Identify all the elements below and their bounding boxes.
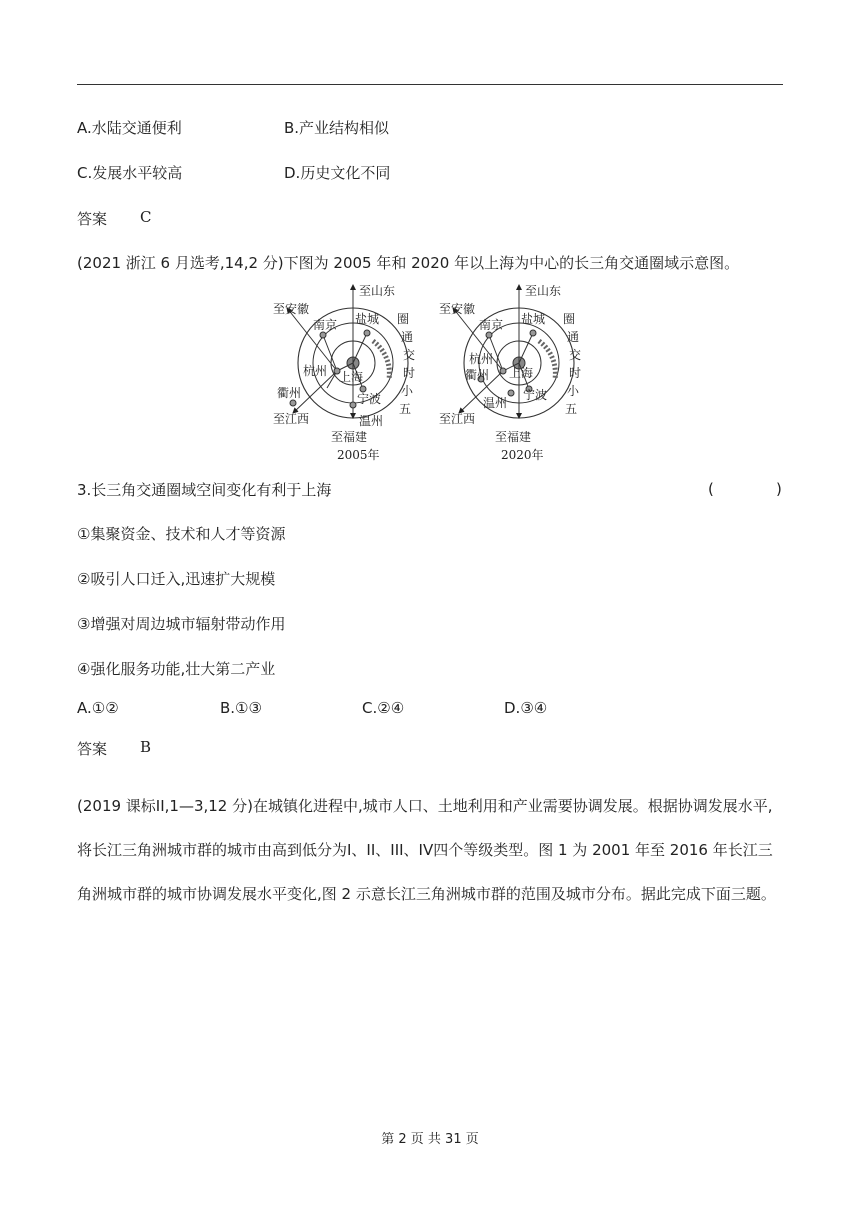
map-2005-legend-4: 时 — [403, 366, 416, 380]
map-2005-to-fujian: 至福建 — [331, 430, 368, 444]
q3-item-4: ④强化服务功能,壮大第二产业 — [77, 660, 276, 678]
map-2005-legend-6: 五 — [399, 402, 412, 416]
map-2005-yancheng: 盐城 — [355, 312, 380, 326]
option-a: A.水陆交通便利 — [77, 119, 182, 137]
option-d: D.历史文化不同 — [284, 164, 391, 182]
map-2005-wenzhou: 温州 — [359, 414, 384, 428]
map-2020-ningbo: 宁波 — [523, 388, 548, 402]
map-2020-legend-2: 通 — [567, 330, 580, 344]
map-2020-quzhou: 衢州 — [465, 368, 490, 382]
transport-circle-svg — [265, 283, 595, 465]
q3-item-2: ②吸引人口迁入,迅速扩大规模 — [77, 570, 276, 588]
map-2020-nanjing: 南京 — [479, 318, 504, 332]
map-2020-wenzhou: 温州 — [483, 396, 508, 410]
transport-circle-figure — [265, 283, 595, 465]
map-2005-hangzhou: 杭州 — [303, 364, 328, 378]
passage: (2019 课标II,1—3,12 分)在城镇化进程中,城市人口、土地利用和产业需要协调发展。根据协调发展水平,将长江三角洲城市群的城市由高到低分为I、II、III、IV四个等级类型。图 1 为 2001 年至 2016 年长江三角洲城市群的城市协调发展水平变化,图 2 示意长江三角洲城市群的范围及城市分布。据此完成下面三题。 — [77, 797, 776, 903]
map-2020-to-anhui: 至安徽 — [439, 302, 476, 316]
map-2020-to-jiangxi: 至江西 — [439, 412, 476, 426]
map-2005 — [273, 284, 415, 462]
map-2005-to-jiangxi: 至江西 — [273, 412, 310, 426]
map-2005-ningbo: 宁波 — [357, 392, 382, 406]
answer-label: 答案 — [77, 210, 108, 228]
map-2020-caption: 2020年 — [501, 448, 544, 462]
page-footer: 第 2 页 共 31 页 — [381, 1132, 479, 1147]
map-2005-legend-5: 小 — [401, 384, 414, 398]
map-2005-quzhou: 衢州 — [277, 386, 302, 400]
option-c: C.发展水平较高 — [77, 164, 183, 182]
map-2020-to-fujian: 至福建 — [495, 430, 532, 444]
q3-answer-label: 答案 — [77, 740, 108, 758]
answer-value: C — [140, 208, 152, 226]
map-2005-nanjing: 南京 — [313, 318, 338, 332]
map-2020-legend-4: 时 — [569, 366, 582, 380]
map-2005-shanghai: 上海 — [339, 370, 364, 384]
q3-option-a: A.①② — [77, 699, 119, 717]
q3-option-d: D.③④ — [504, 699, 548, 717]
map-2005-legend-3: 交 — [403, 348, 416, 362]
question-intro: (2021 浙江 6 月选考,14,2 分)下图为 2005 年和 2020 年以上海为中心的长三角交通圈域示意图。 — [77, 254, 740, 272]
map-2020-to-shandong: 至山东 — [525, 284, 562, 298]
map-2020-legend-3: 交 — [569, 348, 582, 362]
q3-stem: 3.长三角交通圈域空间变化有利于上海 — [77, 481, 332, 499]
map-2005-legend-1: 圈 — [397, 312, 410, 326]
map-2020 — [439, 284, 581, 462]
map-2020-shanghai: 上海 — [509, 366, 534, 380]
map-2005-to-anhui: 至安徽 — [273, 302, 310, 316]
map-2020-yancheng: 盐城 — [521, 312, 546, 326]
q3-answer-value: B — [140, 738, 152, 756]
map-2005-to-shandong: 至山东 — [359, 284, 396, 298]
answer-paren-close: ) — [776, 480, 782, 498]
q3-option-b: B.①③ — [220, 699, 262, 717]
map-2005-caption: 2005年 — [337, 448, 380, 462]
map-2005-legend-2: 通 — [401, 330, 414, 344]
map-2020-hangzhou: 杭州 — [469, 352, 494, 366]
q3-item-1: ①集聚资金、技术和人才等资源 — [77, 525, 286, 543]
q3-item-3: ③增强对周边城市辐射带动作用 — [77, 615, 286, 633]
map-2020-legend-6: 五 — [565, 402, 578, 416]
answer-paren-open: ( — [708, 480, 714, 498]
map-2020-legend-1: 圈 — [563, 312, 576, 326]
map-2020-legend-5: 小 — [567, 384, 580, 398]
option-b: B.产业结构相似 — [284, 119, 390, 137]
header-rule — [77, 84, 783, 85]
q3-option-c: C.②④ — [362, 699, 405, 717]
